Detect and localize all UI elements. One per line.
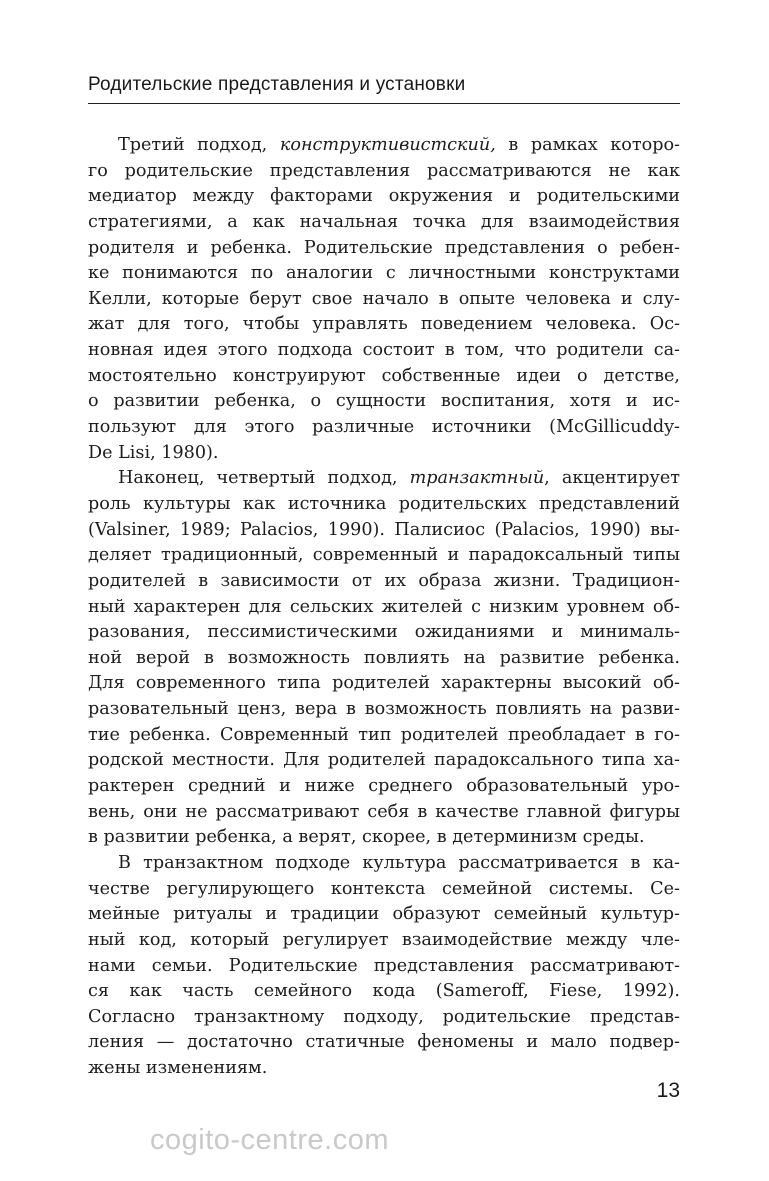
page-number: 13 xyxy=(656,1079,680,1102)
text-line xyxy=(88,159,680,185)
text-segment: Согласно транзактному подходу, родительские представ- xyxy=(88,1006,680,1027)
text-segment: жены изменениям. xyxy=(88,1058,268,1079)
text-segment: ный код, который регулирует взаимодействие между чле- xyxy=(88,929,680,950)
text-segment: новная идея этого подхода состоит в том, что родители са- xyxy=(88,340,680,361)
text-line xyxy=(88,492,680,518)
text-segment: (Valsiner, 1989; Palacios, 1990). Палисиос (Palacios, 1990) вы- xyxy=(88,519,680,540)
text-line xyxy=(88,312,680,338)
text-line xyxy=(88,620,680,646)
text-segment: ся как часть семейного кода (Sameroff, Fiese, 1992). xyxy=(88,981,680,1002)
text-segment: роль культуры как источника родительских представлений xyxy=(88,493,680,514)
text-line xyxy=(88,415,680,441)
text-segment: нами семьи. Родительские представления рассматривают- xyxy=(88,955,680,976)
text-line xyxy=(88,851,680,877)
text-segment: жат для того, чтобы управлять поведением человека. Ос- xyxy=(88,314,680,335)
text-segment: о развитии ребенка, о сущности воспитания, хотя и ис- xyxy=(88,391,680,412)
running-header: Родительские представления и установки xyxy=(88,74,466,95)
text-segment: мейные ритуалы и традиции образуют семейный культур- xyxy=(88,904,680,925)
text-segment: родителей в зависимости от их образа жизни. Традицион- xyxy=(88,570,680,591)
text-segment: Наконец, четвертый подход, xyxy=(118,468,410,489)
text-segment: ления — достаточно статичные феномены и мало подвер- xyxy=(88,1032,680,1053)
text-segment: De Lisi, 1980). xyxy=(88,442,219,463)
text-segment: вень, они не рассматривают себя в качестве главной фигуры xyxy=(88,801,680,822)
text-line xyxy=(88,441,680,467)
text-line xyxy=(88,364,680,390)
text-line xyxy=(88,928,680,954)
text-line xyxy=(88,877,680,903)
text-line xyxy=(88,518,680,544)
text-segment: родской местности. Для родителей парадоксального типа ха- xyxy=(88,750,680,771)
text-segment: пользуют для этого различные источники (McGillicuddy- xyxy=(88,417,680,438)
text-line xyxy=(88,184,680,210)
text-segment: го родительские представления рассматриваются не как xyxy=(88,160,680,181)
text-segment: В транзактном подходе культура рассматривается в ка- xyxy=(118,852,680,873)
text-segment: Третий подход, xyxy=(118,135,280,155)
text-segment: мостоятельно конструируют собственные идеи о детстве, xyxy=(88,365,680,386)
text-line xyxy=(88,1056,680,1082)
paragraph xyxy=(88,133,680,466)
italic-term: конструктивистский, xyxy=(279,135,496,155)
text-segment: разовательный ценз, вера в возможность повлиять на разви- xyxy=(88,699,680,720)
text-line xyxy=(88,748,680,774)
italic-term: транзактный xyxy=(409,468,545,489)
text-segment: стратегиями, а как начальная точка для взаимодействия xyxy=(88,211,680,232)
text-segment: рактерен средний и ниже среднего образовательный уро- xyxy=(88,776,680,797)
text-line xyxy=(88,671,680,697)
text-segment: ной верой в возможность повлиять на развитие ребенка. xyxy=(88,647,680,668)
text-line xyxy=(88,800,680,826)
text-segment: Для современного типа родителей характерны высокий об- xyxy=(88,673,680,694)
text-segment: ке понимаются по аналогии с личностными конструктами xyxy=(88,263,680,284)
header-rule xyxy=(88,103,680,104)
text-segment: разования, пессимистическими ожиданиями и минималь- xyxy=(88,622,680,643)
text-segment: ный характерен для сельских жителей с низким уровнем об- xyxy=(88,596,680,617)
body-text xyxy=(88,133,680,1082)
text-line xyxy=(88,954,680,980)
text-line xyxy=(88,236,680,262)
text-line xyxy=(88,902,680,928)
text-segment: родителя и ребенка. Родительские представления о ребен- xyxy=(88,237,680,258)
text-line xyxy=(88,338,680,364)
text-line xyxy=(88,466,680,492)
text-line xyxy=(88,697,680,723)
watermark: cogito-centre.com xyxy=(150,1124,389,1156)
text-line xyxy=(88,287,680,313)
text-line xyxy=(88,133,680,159)
text-line xyxy=(88,774,680,800)
text-line xyxy=(88,569,680,595)
text-segment: деляет традиционный, современный и парадоксальный типы xyxy=(88,545,680,566)
paragraph xyxy=(88,851,680,1082)
text-line xyxy=(88,595,680,621)
text-line xyxy=(88,1005,680,1031)
text-line xyxy=(88,389,680,415)
text-segment: медиатор между факторами окружения и родительскими xyxy=(88,186,680,207)
text-line xyxy=(88,261,680,287)
text-line xyxy=(88,210,680,236)
text-line xyxy=(88,646,680,672)
text-line xyxy=(88,543,680,569)
paragraph xyxy=(88,466,680,851)
text-segment: честве регулирующего контекста семейной системы. Се- xyxy=(88,878,680,899)
text-segment: тие ребенка. Современный тип родителей преобладает в го- xyxy=(88,724,680,745)
text-line xyxy=(88,723,680,749)
text-line xyxy=(88,1030,680,1056)
text-segment: , акцентирует xyxy=(544,468,680,489)
text-segment: в рамках которо- xyxy=(495,135,680,155)
text-segment: в развитии ребенка, а верят, скорее, в детерминизм среды. xyxy=(88,827,645,848)
text-line xyxy=(88,979,680,1005)
text-segment: Келли, которые берут свое начало в опыте человека и слу- xyxy=(88,288,680,309)
text-line xyxy=(88,825,680,851)
